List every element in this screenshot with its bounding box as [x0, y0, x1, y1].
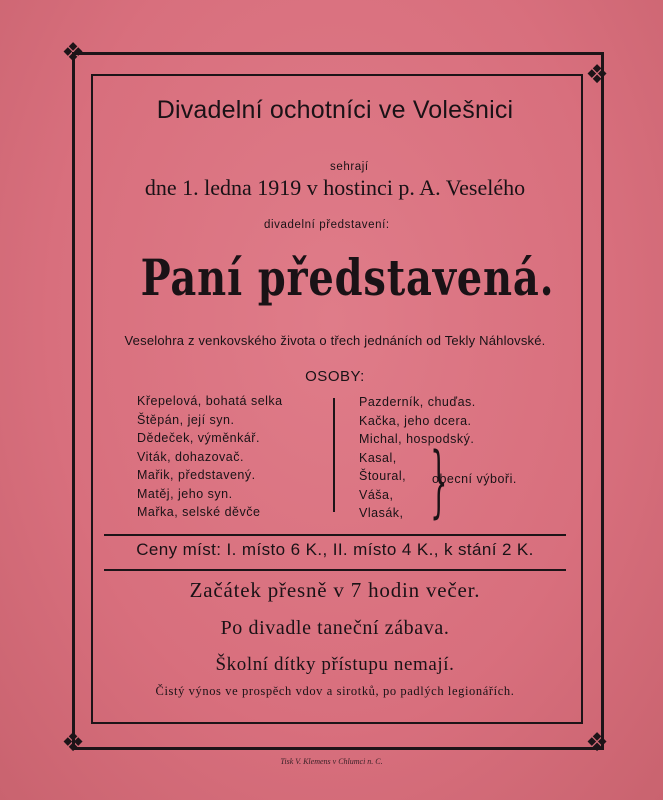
printer-imprint: Tisk V. Klemens v Chlumci n. C.	[280, 757, 383, 766]
cast-item: Štoural,	[359, 469, 407, 483]
brace-icon: }	[430, 437, 448, 527]
cast-item: Křepelová, bohatá selka	[137, 394, 283, 408]
cast-item: Mařik, představený.	[137, 468, 256, 482]
commission-label: obecní výboři.	[432, 472, 517, 486]
cast-item: Matěj, jeho syn.	[137, 486, 233, 501]
corner-ornament-icon: ❖	[61, 38, 85, 68]
cast-item: Kasal,	[359, 450, 397, 465]
ticket-prices: Ceny míst: I. místo 6 K., II. místo 4 K., k stání 2 K.	[136, 540, 534, 559]
cast-item: Vlasák,	[359, 506, 404, 520]
start-time: Začátek přesně v 7 hodin večer.	[189, 578, 481, 602]
corner-ornament-icon: ❖	[585, 60, 609, 90]
cast-item: Michal, hospodský.	[359, 432, 475, 446]
cast-heading: OSOBY:	[305, 368, 365, 385]
cast-item: Váša,	[359, 487, 394, 502]
date-venue-line: dne 1. ledna 1919 v hostinci p. A. Veselého	[144, 175, 526, 200]
sehraji-text: sehrají	[330, 161, 369, 173]
cast-item: Viták, dohazovač.	[137, 449, 244, 464]
play-title: Paní představená.	[140, 248, 555, 307]
cast-item: Dědeček, výměnkář.	[137, 431, 260, 445]
cast-item: Kačka, jeho dcera.	[359, 413, 472, 428]
society-heading: Divadelní ochotníci ve Volešnici	[156, 96, 514, 124]
after-show-dance: Po divadle taneční zábava.	[220, 617, 450, 639]
horizontal-rule	[104, 569, 566, 571]
cast-divider	[333, 398, 335, 512]
cast-item: Pazderník, chuďas.	[359, 395, 476, 409]
corner-ornament-icon: ❖	[585, 728, 609, 758]
cast-item: Mařka, selské děvče	[137, 505, 261, 519]
corner-ornament-icon: ❖	[61, 728, 85, 758]
cast-item: Štěpán, její syn.	[137, 412, 235, 427]
cast-list-left	[137, 392, 283, 522]
horizontal-rule	[104, 534, 566, 536]
cast-list-right	[359, 393, 476, 527]
performance-label: divadelní představení:	[264, 219, 390, 231]
proceeds-notice: Čistý výnos ve prospěch vdov a sirotků, po padlých legionářích.	[155, 684, 515, 698]
children-notice: Školní dítky přístupu nemají.	[215, 654, 455, 675]
play-subtitle: Veselohra z venkovského života o třech jednáních od Tekly Náhlovské.	[124, 333, 546, 348]
